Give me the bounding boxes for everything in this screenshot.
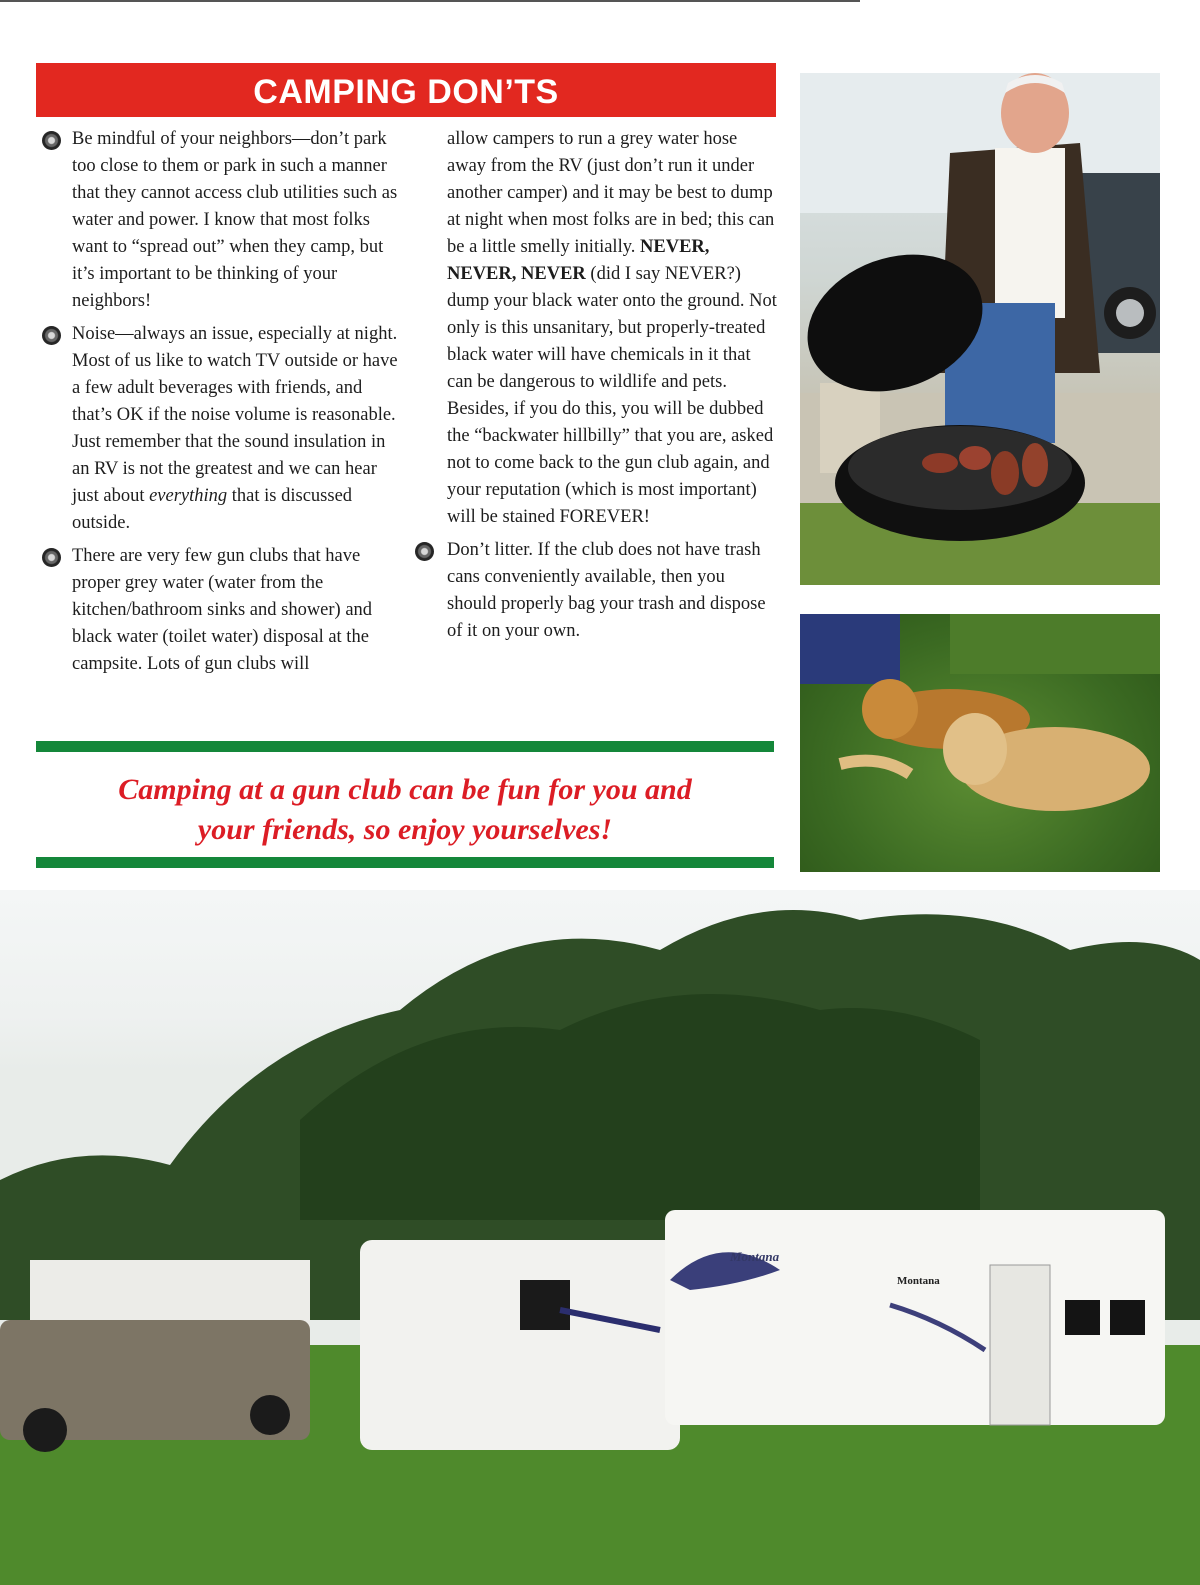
item-text: There are very few gun clubs that have proper grey water (water from the kitchen/bathroom sinks and shower) and black water (toilet water) disposal at the campsite. Lots of gun clubs will xyxy=(72,546,373,674)
right-column xyxy=(447,126,777,651)
item-text-part: that is discussed outside. xyxy=(72,486,353,533)
item-text xyxy=(72,321,402,537)
list-item xyxy=(72,321,402,537)
bullet-icon xyxy=(42,131,61,150)
pull-quote-line: Camping at a gun club can be fun for you and xyxy=(118,773,692,806)
green-rule-top xyxy=(36,741,774,752)
bullet-icon xyxy=(415,542,434,561)
section-banner: CAMPING DON’TS xyxy=(36,63,776,117)
item-text-part: allow campers to run a grey water hose away from the RV (just don’t run it under another camper) and it may be best to dump at night when most folks are in bed; this can be a little smelly initially. xyxy=(447,129,775,257)
item-text: Be mindful of your neighbors—don’t park too close to them or park in such a manner that they cannot access club utilities such as water and power. I know that most folks want to “spread out” when they camp, but it’s important to be thinking of your neighbors! xyxy=(72,129,398,311)
dogs-illustration xyxy=(800,614,1160,872)
list-item-continued xyxy=(447,126,777,531)
campsite-illustration xyxy=(0,890,1200,1585)
list-item xyxy=(72,543,402,678)
item-text xyxy=(447,126,777,531)
list-item xyxy=(72,126,402,315)
rv-brand-label: Montana xyxy=(730,1249,780,1264)
pull-quote-line: your friends, so enjoy yourselves! xyxy=(197,813,613,846)
list-item xyxy=(447,537,777,645)
green-rule-bottom xyxy=(36,857,774,868)
top-rule xyxy=(0,0,860,2)
item-text-part: Noise—always an issue, especially at night. Most of us like to watch TV outside or have a few adult beverages with friends, and that’s OK if the noise volume is reasonable. Just remember that the sound insulation in an RV is not the greatest and we can hear just about xyxy=(72,324,398,506)
item-text-emphasis: everything xyxy=(149,486,228,506)
campsite-rv-photo xyxy=(0,890,1200,1585)
rv-brand-label: Montana xyxy=(897,1275,940,1287)
dogs-photo xyxy=(800,614,1160,872)
item-text-bold: NEVER, NEVER, NEVER xyxy=(447,237,710,284)
grill-illustration xyxy=(800,73,1160,585)
left-column xyxy=(72,126,402,684)
item-text: Don’t litter. If the club does not have trash cans conveniently available, then you should properly bag your trash and dispose of it on your own. xyxy=(447,540,766,641)
grill-photo xyxy=(800,73,1160,585)
item-text-part: (did I say NEVER?) dump your black water onto the ground. Not only is this unsanitary, but properly-treated black water will have chemicals in it that can be dangerous to wildlife and pets. Besides, if you do this, you will be dubbed the “backwater hillbilly” that you are, asked not to come back to the gun club again, and your reputation (which is most important) will be stained FOREVER! xyxy=(447,264,777,527)
bullet-icon xyxy=(42,326,61,345)
bullet-icon xyxy=(42,548,61,567)
pull-quote xyxy=(36,770,774,850)
